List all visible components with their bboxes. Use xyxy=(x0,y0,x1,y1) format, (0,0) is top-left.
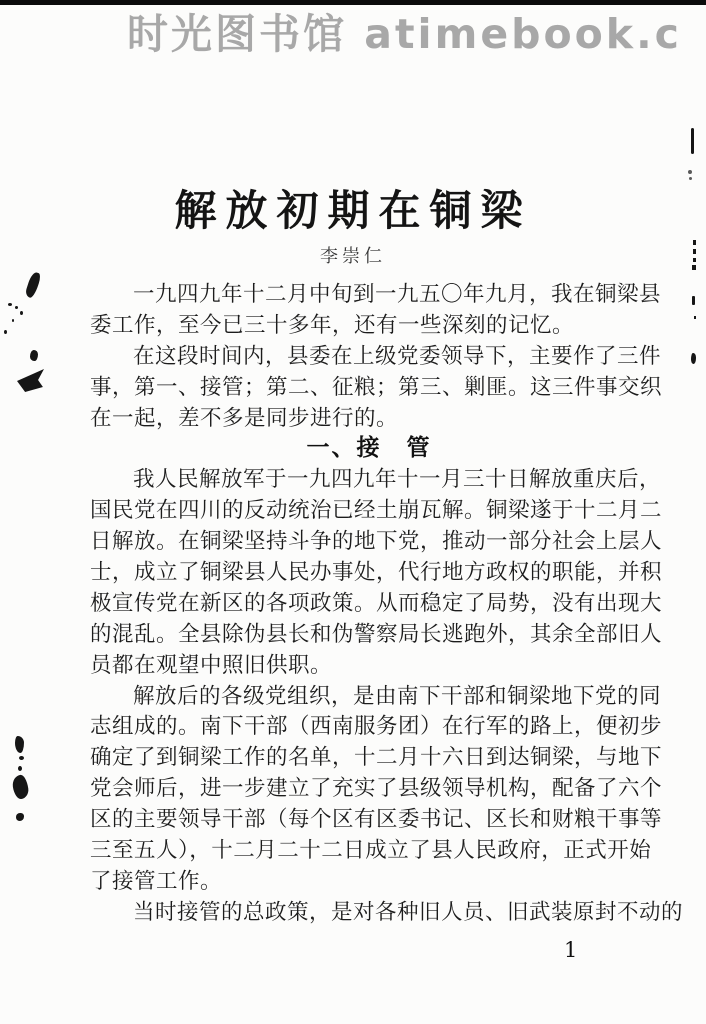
library-watermark: 时光图书馆 atimebook.c xyxy=(127,10,682,58)
text-line: 事，第一、接管；第二、征粮；第三、剿匪。这三件事交织 xyxy=(90,374,663,399)
margin-ink-speck xyxy=(16,813,24,821)
text-line: 一九四九年十二月中旬到一九五〇年九月，我在铜梁县 xyxy=(133,282,662,306)
margin-ink-speck xyxy=(8,303,12,306)
margin-ink-speck xyxy=(689,177,692,180)
margin-ink-mark xyxy=(15,736,24,753)
section-heading: 一、接 管 xyxy=(306,435,432,461)
text-line: 在这段时间内，县委在上级党委领导下，主要作了三件 xyxy=(133,343,662,368)
text-line: 在一起，差不多是同步进行的。 xyxy=(90,405,399,430)
body-text xyxy=(90,279,684,928)
text-line: 确定了到铜梁工作的名单，十二月十六日到达铜梁，与地下 xyxy=(90,745,663,770)
margin-ink-speck xyxy=(688,170,692,174)
text-line: 我人民解放军于一九四九年十一月三十日解放重庆后， xyxy=(133,467,662,492)
text-line: 志组成的。南下干部（西南服务团）在行军的路上，便初步 xyxy=(90,714,663,739)
text-line: 区的主要领导干部（每个区有区委书记、区长和财粮干事等 xyxy=(90,807,663,832)
margin-ink-speck xyxy=(694,316,696,319)
margin-ink-speck xyxy=(692,265,696,270)
text-line: 三至五人），十二月二十二日成立了县人民政府，正式开始 xyxy=(90,838,652,863)
margin-ink-speck xyxy=(15,306,18,309)
margin-ink-mark xyxy=(30,350,38,361)
margin-ink-blot xyxy=(17,369,44,392)
margin-ink-speck xyxy=(12,319,14,322)
margin-ink-speck xyxy=(20,311,23,315)
margin-tick-mark xyxy=(692,296,695,305)
page-number: 1 xyxy=(564,938,578,962)
text-line: 员都在观望中照旧供职。 xyxy=(90,652,333,677)
text-line: 解放后的各级党组织，是由南下干部和铜梁地下党的同 xyxy=(133,683,662,708)
article-author: 李崇仁 xyxy=(320,246,386,266)
margin-ink-speck xyxy=(4,330,7,334)
margin-ink-blot xyxy=(11,774,29,800)
text-line: 士，成立了铜梁县人民办事处，代行地方政权的职能，并积 xyxy=(90,560,663,585)
text-line: 国民党在四川的反动统治已经土崩瓦解。铜梁遂于十二月二 xyxy=(90,498,663,523)
text-line: 了接管工作。 xyxy=(90,868,223,893)
text-line: 的混乱。全县除伪县长和伪警察局长逃跑外，其余全部旧人 xyxy=(90,621,663,646)
margin-ink-speck xyxy=(693,240,696,245)
text-line: 当时接管的总政策，是对各种旧人员、旧武装原封不动的 xyxy=(133,899,684,924)
text-line: 党会师后，进一步建立了充实了县级领导机构，配备了六个 xyxy=(90,776,663,801)
margin-ink-mark xyxy=(691,353,696,364)
text-line: 极宣传党在新区的各项政策。从而稳定了局势，没有出现大 xyxy=(90,590,663,615)
margin-ink-speck xyxy=(693,249,696,254)
margin-ink-speck xyxy=(693,258,696,262)
text-line: 委工作，至今已三十多年，还有一些深刻的记忆。 xyxy=(90,312,575,337)
margin-tick-mark xyxy=(691,128,694,154)
text-line: 日解放。在铜梁坚持斗争的地下党，推动一部分社会上层人 xyxy=(90,529,663,554)
margin-ink-mark xyxy=(24,271,42,299)
margin-ink-speck xyxy=(18,766,22,771)
watermark-band xyxy=(0,5,706,67)
margin-ink-speck xyxy=(19,756,24,760)
article-title: 解放初期在铜梁 xyxy=(174,189,532,235)
